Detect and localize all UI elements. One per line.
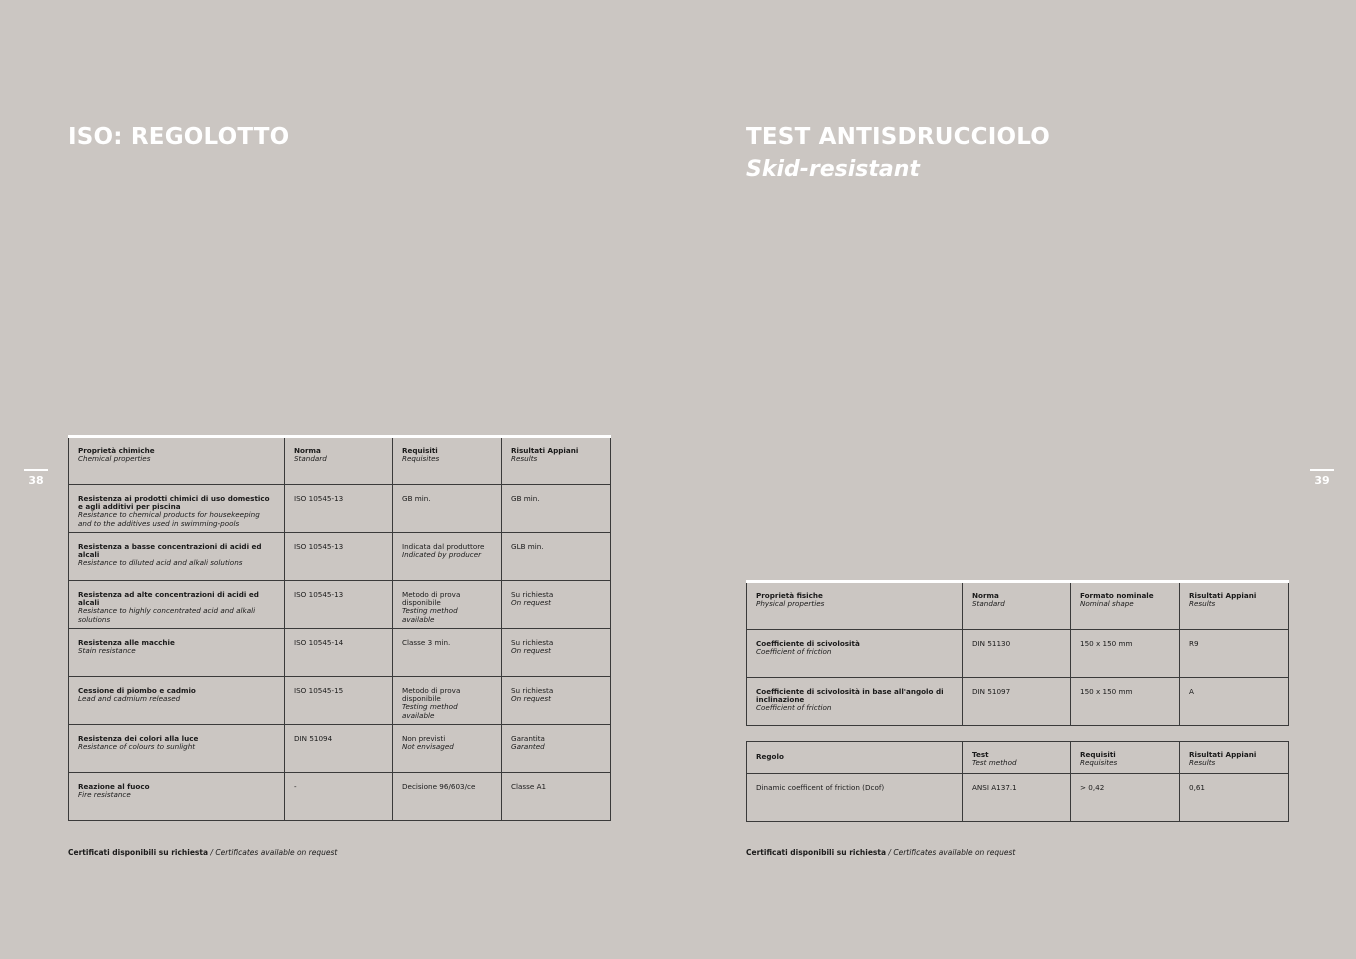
requisite-cell: Classe 3 min. bbox=[393, 629, 502, 677]
result-cell: Garantita Garanted bbox=[502, 725, 611, 773]
result-cell: A bbox=[1180, 678, 1289, 726]
header-cell: Risultati Appiani Results bbox=[1180, 582, 1289, 630]
table-row bbox=[69, 581, 611, 629]
header-cell: Norma Standard bbox=[285, 437, 393, 485]
table-row bbox=[69, 629, 611, 677]
property-cell: Resistenza a basse concentrazioni di acidi ed alcali Resistance to diluted acid and alkali solutions bbox=[69, 533, 285, 581]
property-cell: Resistenza ad alte concentrazioni di acidi ed alcali Resistance to highly concentrated acid and alkali solutions bbox=[69, 581, 285, 629]
right-page-number: 39 bbox=[1310, 469, 1334, 487]
table-row bbox=[69, 725, 611, 773]
norm-cell: DIN 51097 bbox=[963, 678, 1071, 726]
property-cell: Reazione al fuoco Fire resistance bbox=[69, 773, 285, 821]
test-cell: ANSI A137.1 bbox=[963, 774, 1071, 822]
format-cell: 150 x 150 mm bbox=[1071, 678, 1180, 726]
left-footnote: Certificati disponibili su richiesta / Certificates available on request bbox=[68, 848, 338, 857]
requisite-cell: Metodo di prova disponibile Testing method available bbox=[393, 581, 502, 629]
property-cell: Coefficiente di scivolosità in base all'angolo di inclinazione Coefficient of friction bbox=[747, 678, 963, 726]
table-row bbox=[747, 630, 1289, 678]
requisite-cell: Metodo di prova disponibile Testing method available bbox=[393, 677, 502, 725]
result-cell: Su richiesta On request bbox=[502, 629, 611, 677]
header-cell: Risultati Appiani Results bbox=[502, 437, 611, 485]
norm-cell: ISO 10545-13 bbox=[285, 581, 393, 629]
right-page-title: TEST ANTISDRUCCIOLO bbox=[746, 124, 1051, 150]
header-cell: Requisiti Requisites bbox=[393, 437, 502, 485]
result-cell: GLB min. bbox=[502, 533, 611, 581]
norm-cell: ISO 10545-14 bbox=[285, 629, 393, 677]
result-cell: Su richiesta On request bbox=[502, 677, 611, 725]
result-cell: R9 bbox=[1180, 630, 1289, 678]
header-cell: Risultati Appiani Results bbox=[1180, 742, 1289, 774]
property-cell: Resistenza alle macchie Stain resistance bbox=[69, 629, 285, 677]
header-cell: Proprietà chimiche Chemical properties bbox=[69, 437, 285, 485]
header-cell: Regolo bbox=[747, 742, 963, 774]
table-row bbox=[69, 677, 611, 725]
table-row bbox=[69, 533, 611, 581]
table-row bbox=[747, 774, 1289, 822]
requisite-cell: Indicata dal produttore Indicated by producer bbox=[393, 533, 502, 581]
requisite-cell: Non previsti Not envisaged bbox=[393, 725, 502, 773]
result-cell: Su richiesta On request bbox=[502, 581, 611, 629]
table-row bbox=[69, 485, 611, 533]
table-row bbox=[69, 773, 611, 821]
property-cell: Coefficiente di scivolosità Coefficient of friction bbox=[747, 630, 963, 678]
dcof-table bbox=[746, 741, 1289, 822]
chemical-properties-table bbox=[68, 435, 611, 821]
header-cell: Norma Standard bbox=[963, 582, 1071, 630]
rule-cell: Dinamic coefficent of friction (Dcof) bbox=[747, 774, 963, 822]
property-cell: Resistenza ai prodotti chimici di uso domestico e agli additivi per piscina Resistance to chemical products for housekeeping and to the additives used in swimming-pools bbox=[69, 485, 285, 533]
norm-cell: ISO 10545-13 bbox=[285, 485, 393, 533]
requisite-cell: GB min. bbox=[393, 485, 502, 533]
property-cell: Cessione di piombo e cadmio Lead and cadmium released bbox=[69, 677, 285, 725]
norm-cell: ISO 10545-13 bbox=[285, 533, 393, 581]
norm-cell: DIN 51094 bbox=[285, 725, 393, 773]
norm-cell: ISO 10545-15 bbox=[285, 677, 393, 725]
right-footnote: Certificati disponibili su richiesta / Certificates available on request bbox=[746, 848, 1016, 857]
header-cell: Proprietà fisiche Physical properties bbox=[747, 582, 963, 630]
right-page-subtitle: Skid-resistant bbox=[746, 157, 920, 182]
table-header-row bbox=[747, 582, 1289, 630]
property-cell: Resistenza dei colori alla luce Resistance of colours to sunlight bbox=[69, 725, 285, 773]
table-header-row bbox=[69, 437, 611, 485]
format-cell: 150 x 150 mm bbox=[1071, 630, 1180, 678]
physical-properties-table bbox=[746, 580, 1289, 726]
header-cell: Requisiti Requisites bbox=[1071, 742, 1180, 774]
result-cell: GB min. bbox=[502, 485, 611, 533]
norm-cell: DIN 51130 bbox=[963, 630, 1071, 678]
result-cell: Classe A1 bbox=[502, 773, 611, 821]
left-page-title: ISO: REGOLOTTO bbox=[68, 124, 290, 150]
left-page-number: 38 bbox=[24, 469, 48, 487]
table-row bbox=[747, 678, 1289, 726]
header-cell: Test Test method bbox=[963, 742, 1071, 774]
header-cell: Formato nominale Nominal shape bbox=[1071, 582, 1180, 630]
table-header-row bbox=[747, 742, 1289, 774]
requisite-cell: Decisione 96/603/ce bbox=[393, 773, 502, 821]
norm-cell: - bbox=[285, 773, 393, 821]
result-cell: 0,61 bbox=[1180, 774, 1289, 822]
requisite-cell: > 0,42 bbox=[1071, 774, 1180, 822]
